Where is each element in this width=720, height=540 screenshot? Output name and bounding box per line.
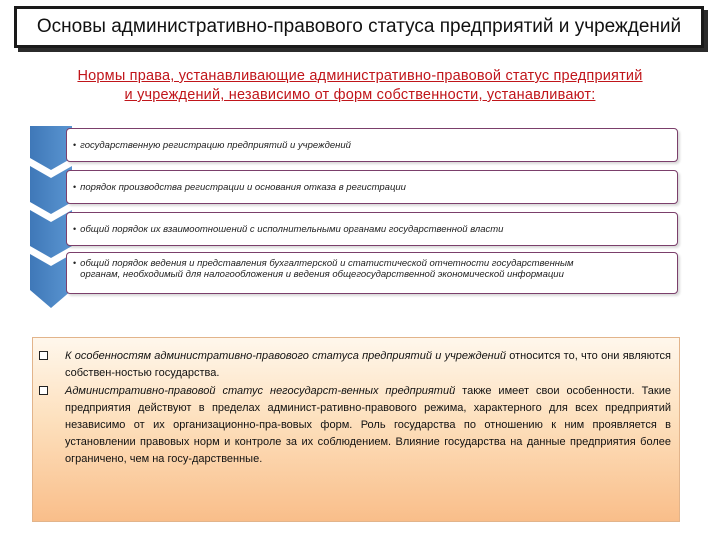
note-box — [32, 337, 680, 522]
checkbox-bullet-icon — [39, 386, 48, 395]
subtitle-line-2: и учреждений, независимо от форм собственности, устанавливают: — [124, 87, 596, 103]
paragraph-2-text: также имеет свои особенности. Такие предприятия действуют в пределах админист-ративно-правового режима, характерного для всех предприятий независимо от их организационно-пра-вовых форм. Роль государства по отношению к ним проявляется в установлении правовых норм и контроле за их соблюдением. Влияние государства на данные предприятия более ограничено, чем на госу-дарственные. — [65, 385, 671, 465]
paragraph-2-italic: Административно-правовой статус негосударст-венных предприятий — [65, 385, 456, 397]
subtitle — [30, 67, 690, 105]
bullet-icon: • — [73, 224, 77, 234]
bullet-icon: • — [73, 140, 77, 150]
list-item-4 — [66, 252, 678, 294]
bullet-icon: • — [73, 258, 77, 268]
paragraph-2 — [65, 383, 671, 468]
list-item-text — [80, 258, 573, 280]
title-box — [14, 6, 704, 48]
list-item-text-line-2: органам, необходимый для налогообложения и ведения общегосударственной экономической информации — [80, 269, 564, 280]
list-item-text: порядок производства регистрации и основания отказа в регистрации — [80, 181, 406, 193]
paragraph-1-text: относится то, что они являются собствен-ностью государства. — [65, 350, 672, 379]
list-item-1 — [66, 128, 678, 162]
list-item-text-line-1: общий порядок ведения и представления бухгалтерской и статистической отчетности государственным — [80, 258, 574, 269]
list-item-2 — [66, 170, 678, 204]
subtitle-line-1: Нормы права, устанавливающие административно-правовой статус предприятий — [77, 68, 643, 84]
list-item-text: государственную регистрацию предприятий и учреждений — [80, 139, 351, 151]
paragraph-1-italic: К особенностям административно-правового статуса предприятий и учреждений — [65, 350, 506, 362]
paragraph-1 — [65, 348, 671, 382]
page-title: Основы административно-правового статуса предприятий и учреждений — [36, 16, 682, 37]
list-item-3 — [66, 212, 678, 246]
checkbox-bullet-icon — [39, 351, 48, 360]
list-item-text: общий порядок их взаимоотношений с исполнительными органами государственной власти — [80, 223, 504, 235]
bullet-icon: • — [73, 182, 77, 192]
